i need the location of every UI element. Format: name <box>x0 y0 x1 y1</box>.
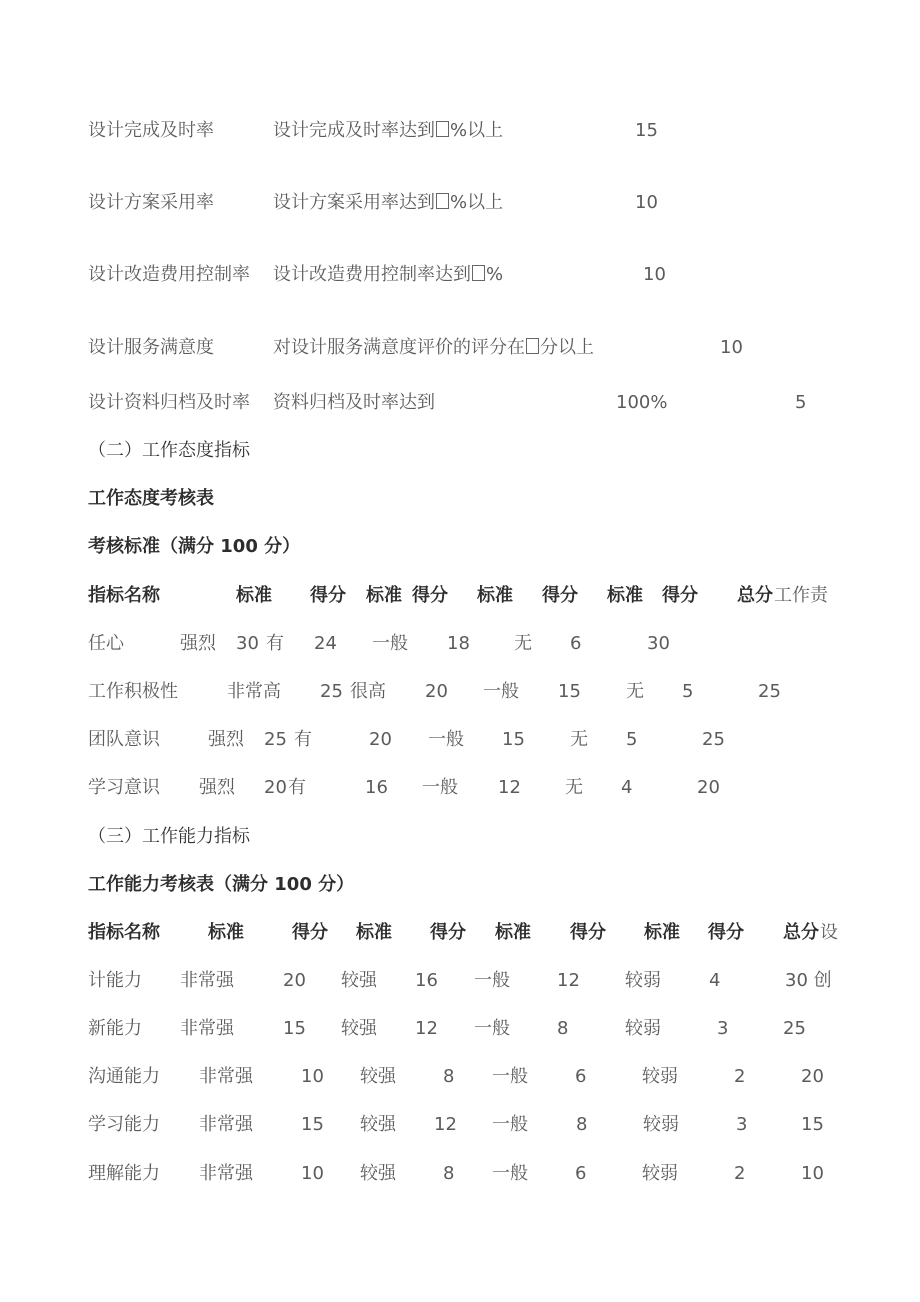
table-title: 工作态度考核表 <box>88 488 214 509</box>
header-score: 得分 <box>662 585 698 606</box>
row-name: 设计完成及时率 <box>88 120 214 141</box>
cell-std: 无 <box>570 729 588 750</box>
cell-total: 25 <box>758 681 781 702</box>
cell-std: 较强 <box>360 1066 396 1087</box>
header-std: 标准 <box>366 585 402 606</box>
header-score: 得分 <box>292 922 328 943</box>
header-score: 得分 <box>430 922 466 943</box>
header-std: 标准 <box>356 922 392 943</box>
header-std: 标准 <box>644 922 680 943</box>
header-name: 指标名称 <box>88 922 160 943</box>
cell-score: 2 <box>734 1066 746 1087</box>
cell-std: 一般 <box>483 681 519 702</box>
cell-score: 4 <box>709 970 721 991</box>
cell-std: 较弱 <box>642 1066 678 1087</box>
cell-score: 10 <box>301 1066 324 1087</box>
cell-std: 强烈 <box>208 729 244 750</box>
cell-score: 12 <box>557 970 580 991</box>
row-desc: 对设计服务满意度评价的评分在 分以上 <box>273 337 594 358</box>
cell-name: 理解能力 <box>88 1163 160 1184</box>
cell-std: 无 <box>565 777 583 798</box>
cell-total: 25 <box>702 729 725 750</box>
row-desc: 设计完成及时率达到 %以上 <box>273 120 504 141</box>
cell-score: 5 <box>682 681 694 702</box>
cell-score: 8 <box>443 1066 455 1087</box>
row-score: 10 <box>643 264 666 285</box>
cell-std: 较弱 <box>642 1163 678 1184</box>
blank-box <box>526 338 539 354</box>
cell-score: 25 <box>264 729 287 750</box>
header-std: 标准 <box>477 585 513 606</box>
cell-std: 一般 <box>474 1018 510 1039</box>
header-score: 得分 <box>570 922 606 943</box>
cell-name: 沟通能力 <box>88 1066 160 1087</box>
header-score: 得分 <box>412 585 448 606</box>
cell-std: 非常强 <box>180 1018 234 1039</box>
row-name: 设计改造费用控制率 <box>88 264 250 285</box>
cell-score: 8 <box>576 1114 588 1135</box>
row-desc: 设计方案采用率达到 %以上 <box>273 192 504 213</box>
header-total: 总分 <box>783 922 819 943</box>
cell-std: 无 <box>626 681 644 702</box>
cell-score: 5 <box>626 729 638 750</box>
cell-score: 16 <box>365 777 388 798</box>
cell-score: 3 <box>717 1018 729 1039</box>
cell-total: 10 <box>801 1163 824 1184</box>
header-total: 总分 <box>737 585 773 606</box>
row-score: 15 <box>635 120 658 141</box>
cell-std: 非常强 <box>199 1163 253 1184</box>
row-name: 设计服务满意度 <box>88 337 214 358</box>
cell-std: 一般 <box>422 777 458 798</box>
row-name: 设计方案采用率 <box>88 192 214 213</box>
cell-name: 学习能力 <box>88 1114 160 1135</box>
cell-std: 非常强 <box>199 1114 253 1135</box>
cell-std: 强烈 <box>199 777 235 798</box>
cell-total: 15 <box>801 1114 824 1135</box>
header-std: 标准 <box>236 585 272 606</box>
cell-score: 12 <box>415 1018 438 1039</box>
table-title: 工作能力考核表（满分 100 分） <box>88 874 355 895</box>
cell-name: 团队意识 <box>88 729 160 750</box>
cell-score: 12 <box>434 1114 457 1135</box>
cell-total: 30 创 <box>785 970 832 991</box>
cell-score: 20 <box>264 777 287 798</box>
cell-name: 任心 <box>88 633 124 654</box>
cell-score: 20 <box>369 729 392 750</box>
cell-name: 新能力 <box>88 1018 142 1039</box>
cell-std: 非常强 <box>199 1066 253 1087</box>
cell-score: 8 <box>443 1163 455 1184</box>
header-std: 标准 <box>208 922 244 943</box>
cell-score: 15 <box>283 1018 306 1039</box>
cell-std: 有 <box>266 633 284 654</box>
cell-total: 20 <box>801 1066 824 1087</box>
cell-score: 20 <box>283 970 306 991</box>
blank-box <box>436 193 449 209</box>
blank-box <box>436 121 449 137</box>
cell-std: 强烈 <box>180 633 216 654</box>
cell-std: 一般 <box>372 633 408 654</box>
blank-box <box>472 265 485 281</box>
cell-std: 一般 <box>428 729 464 750</box>
row-score: 5 <box>795 392 807 413</box>
cell-score: 20 <box>425 681 448 702</box>
cell-std: 较强 <box>341 1018 377 1039</box>
cell-total: 20 <box>697 777 720 798</box>
cell-std: 较弱 <box>625 970 661 991</box>
header-score: 得分 <box>542 585 578 606</box>
header-score: 得分 <box>310 585 346 606</box>
row-score: 10 <box>720 337 743 358</box>
cell-score: 15 <box>301 1114 324 1135</box>
cell-score: 4 <box>621 777 633 798</box>
row-target: 100% <box>616 392 668 413</box>
header-spill: 设 <box>820 922 838 943</box>
cell-score: 8 <box>557 1018 569 1039</box>
cell-score: 25 <box>320 681 343 702</box>
section-title: （二）工作态度指标 <box>88 440 250 461</box>
cell-std: 较强 <box>360 1163 396 1184</box>
header-std: 标准 <box>607 585 643 606</box>
row-name: 设计资料归档及时率 <box>88 392 250 413</box>
cell-std: 一般 <box>492 1066 528 1087</box>
cell-std: 较弱 <box>625 1018 661 1039</box>
cell-std: 较弱 <box>643 1114 679 1135</box>
header-spill: 工作责 <box>774 585 828 606</box>
cell-score: 16 <box>415 970 438 991</box>
cell-score: 3 <box>736 1114 748 1135</box>
header-std: 标准 <box>495 922 531 943</box>
cell-score: 10 <box>301 1163 324 1184</box>
cell-score: 2 <box>734 1163 746 1184</box>
cell-std: 一般 <box>474 970 510 991</box>
cell-score: 24 <box>314 633 337 654</box>
cell-score: 6 <box>575 1066 587 1087</box>
cell-std: 有 <box>294 729 312 750</box>
cell-score: 12 <box>498 777 521 798</box>
section-title: （三）工作能力指标 <box>88 826 250 847</box>
cell-score: 6 <box>575 1163 587 1184</box>
row-desc: 设计改造费用控制率达到 % <box>273 264 504 285</box>
header-score: 得分 <box>708 922 744 943</box>
cell-std: 很高 <box>350 681 386 702</box>
cell-std: 无 <box>514 633 532 654</box>
cell-std: 一般 <box>492 1114 528 1135</box>
cell-score: 6 <box>570 633 582 654</box>
row-desc: 资料归档及时率达到 <box>273 392 435 413</box>
cell-score: 15 <box>502 729 525 750</box>
cell-total: 30 <box>647 633 670 654</box>
cell-total: 25 <box>783 1018 806 1039</box>
cell-std: 较强 <box>360 1114 396 1135</box>
cell-std: 有 <box>288 777 306 798</box>
cell-score: 15 <box>558 681 581 702</box>
criteria-title: 考核标准（满分 100 分） <box>88 536 301 557</box>
cell-name: 工作积极性 <box>88 681 178 702</box>
cell-std: 一般 <box>492 1163 528 1184</box>
cell-name: 学习意识 <box>88 777 160 798</box>
cell-score: 18 <box>447 633 470 654</box>
cell-std: 非常强 <box>180 970 234 991</box>
cell-name: 计能力 <box>88 970 142 991</box>
row-score: 10 <box>635 192 658 213</box>
cell-std: 较强 <box>341 970 377 991</box>
header-name: 指标名称 <box>88 585 160 606</box>
cell-std: 非常高 <box>227 681 281 702</box>
cell-score: 30 <box>236 633 259 654</box>
